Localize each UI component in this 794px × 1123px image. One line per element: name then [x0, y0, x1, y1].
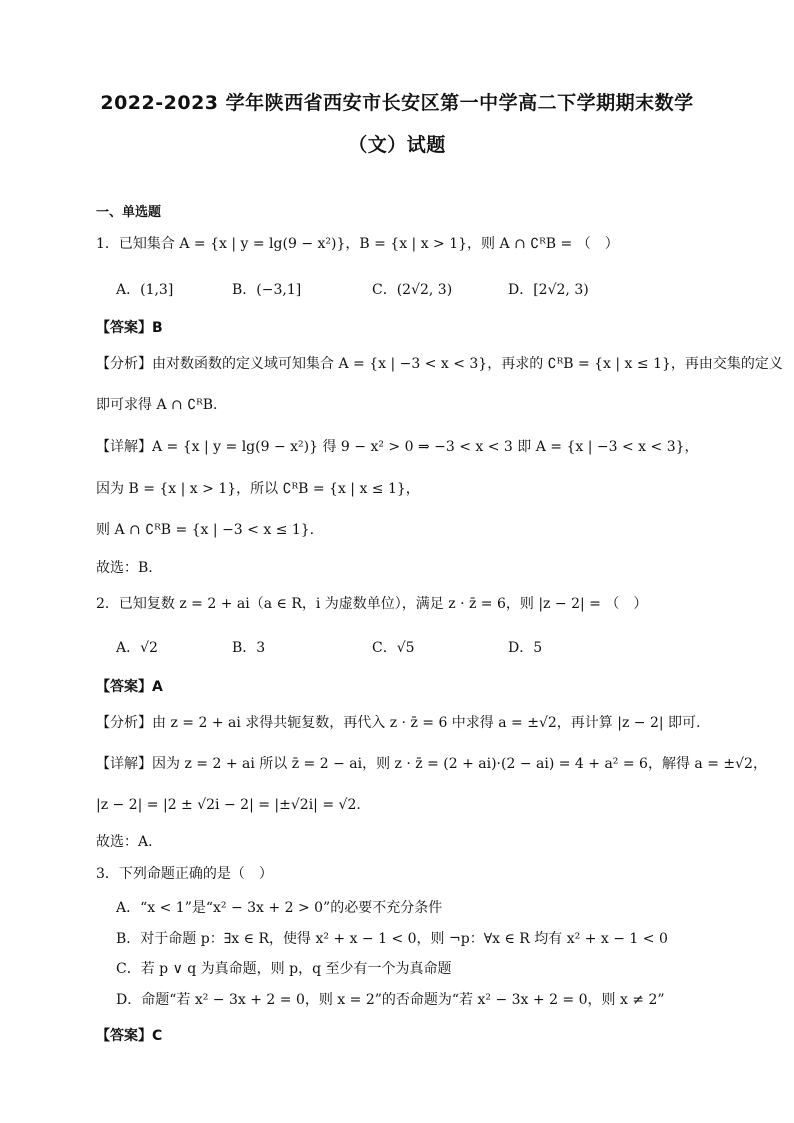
exam-title-line-2: （文）试题	[348, 134, 446, 156]
q3-stem: 3．下列命题正确的是（ ）	[96, 866, 273, 882]
q1-stem: 1．已知集合 A = {x | y = lg(9 − x²)}，B = {x | x > 1}，则 A ∩ ∁ᴿB = （ ）	[96, 236, 619, 252]
q1-detail-line-2: 因为 B = {x | x > 1}，所以 ∁ᴿB = {x | x ≤ 1}，	[96, 481, 420, 497]
q2-option-b: B．3	[232, 640, 266, 656]
q2-detail-line-1: 【详解】因为 z = 2 + ai 所以 z̄ = 2 − ai，则 z · z̄ = (2 + ai)·(2 − ai) = 4 + a² = 6，解得 a = ±√2，	[96, 756, 767, 772]
q1-conclusion: 故选：B.	[96, 560, 153, 576]
q2-option-d: D．5	[508, 640, 543, 656]
q1-option-b: B．(−3,1]	[232, 282, 302, 298]
q3-answer: 【答案】C	[96, 1028, 163, 1044]
q3-option-c: C．若 p ∨ q 为真命题，则 p，q 至少有一个为真命题	[116, 961, 452, 977]
q1-option-c: C．(2√2, 3)	[372, 282, 453, 298]
q2-stem: 2．已知复数 z = 2 + ai（a ∈ R，i 为虚数单位），满足 z · z̄ = 6，则 |z − 2| = （ ）	[96, 596, 648, 612]
q1-analysis-line-2: 即可求得 A ∩ ∁ᴿB.	[96, 397, 218, 413]
q1-detail-line-1: 【详解】A = {x | y = lg(9 − x²)} 得 9 − x² > 0 ⇒ −3 < x < 3 即 A = {x | −3 < x < 3}，	[96, 439, 699, 455]
q2-answer: 【答案】A	[96, 679, 163, 695]
q1-analysis-line-1: 【分析】由对数函数的定义域可知集合 A = {x | −3 < x < 3}，再求的 ∁ᴿB = {x | x ≤ 1}，再由交集的定义	[96, 356, 783, 372]
q2-detail-line-2: |z − 2| = |2 ± √2i − 2| = |±√2i| = √2.	[96, 797, 361, 813]
section-heading: 一、单选题	[96, 205, 162, 220]
q1-answer: 【答案】B	[96, 320, 163, 336]
q3-option-a: A．“x < 1”是“x² − 3x + 2 > 0”的必要不充分条件	[116, 900, 443, 916]
q2-analysis: 【分析】由 z = 2 + ai 求得共轭复数，再代入 z · z̄ = 6 中求得 a = ±√2，再计算 |z − 2| 即可.	[96, 715, 701, 731]
q1-detail-line-3: 则 A ∩ ∁ᴿB = {x | −3 < x ≤ 1}.	[96, 522, 315, 538]
q3-option-b: B．对于命题 p：∃x ∈ R，使得 x² + x − 1 < 0，则 ¬p：∀x ∈ R 均有 x² + x − 1 < 0	[116, 931, 668, 947]
q1-option-a: A．(1,3]	[116, 282, 174, 298]
q1-option-d: D．[2√2, 3)	[508, 282, 589, 298]
q2-option-c: C．√5	[372, 640, 415, 656]
q2-conclusion: 故选：A.	[96, 834, 153, 850]
q2-option-a: A．√2	[116, 640, 158, 656]
q3-option-d: D．命题“若 x² − 3x + 2 = 0，则 x = 2”的否命题为“若 x² − 3x + 2 = 0，则 x ≠ 2”	[116, 992, 665, 1008]
exam-title-line-1: 2022-2023 学年陕西省西安市长安区第一中学高二下学期期末数学	[100, 92, 694, 114]
